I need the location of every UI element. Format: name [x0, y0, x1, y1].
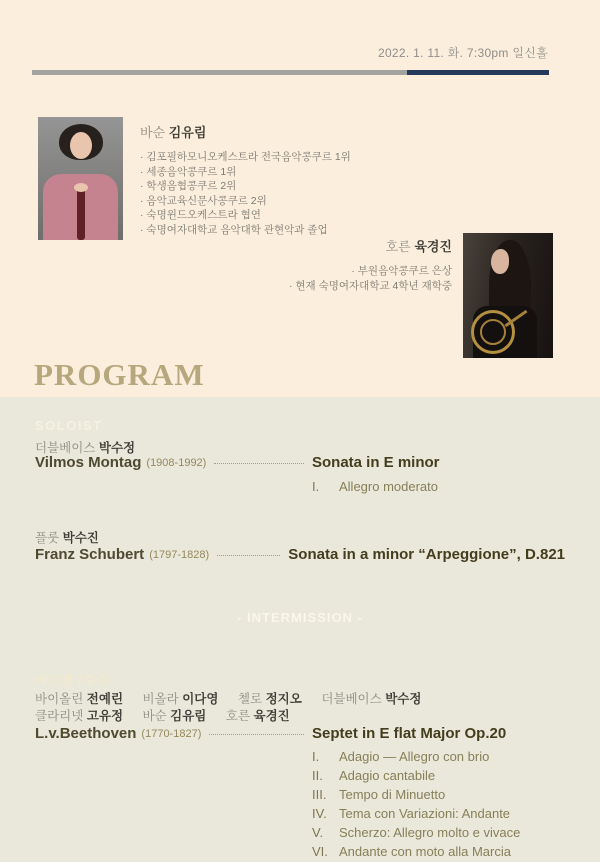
- item1-performer-name: 박수정: [98, 441, 136, 455]
- bassoonist-credits: [140, 150, 351, 237]
- photo-face-shape: [491, 249, 509, 274]
- dotted-leader: [217, 555, 280, 556]
- hornist-title: [289, 236, 452, 255]
- movement-title: Andante con moto alla Marcia: [339, 844, 511, 859]
- ensemble-movements: [312, 747, 520, 861]
- pair-role: 바순: [142, 709, 167, 723]
- header-divider: [32, 70, 549, 75]
- header-divider-gray-segment: [32, 70, 407, 75]
- item2-performer-name: 박수진: [62, 531, 99, 545]
- performer-pair: [143, 692, 219, 706]
- pair-role: 바이올린: [35, 692, 84, 706]
- program-heading: PROGRAM: [34, 357, 205, 392]
- movement-numeral: I.: [312, 479, 320, 494]
- performer-pair: [35, 709, 123, 723]
- pair-role: 첼로: [237, 692, 263, 706]
- item1-movements: [312, 477, 438, 496]
- movement-title: Tema con Variazioni: Andante: [339, 806, 511, 821]
- pair-name: 박수정: [385, 692, 422, 706]
- item1-composer: Vilmos Montag: [35, 454, 142, 471]
- bassoonist-photo: [38, 117, 123, 240]
- soloist-heading: SOLOIST: [35, 418, 103, 433]
- credit-item: · 숙명윈드오케스트라 협연: [140, 208, 351, 223]
- movement-title: Scherzo: Allegro molto e vivace: [339, 825, 521, 840]
- credit-item: · 학생음협콩쿠르 2위: [140, 179, 351, 194]
- pair-role: 비올라: [142, 692, 179, 706]
- intermission-label: - INTERMISSION -: [237, 610, 363, 625]
- hornist-photo: [463, 233, 553, 358]
- dotted-leader: [214, 463, 304, 464]
- performer-pair: [238, 692, 302, 706]
- item2-composer-block: [35, 546, 288, 563]
- performer-pair: [226, 709, 290, 723]
- item1-composer-years: (1908-1992): [146, 456, 207, 469]
- movement-line: [312, 477, 438, 496]
- credit-item: · 숙명여자대학교 음악대학 관현악과 졸업: [140, 223, 351, 238]
- item1-performer-role: 더블베이스: [35, 441, 96, 455]
- pair-role: 호른: [225, 709, 251, 723]
- movement-title: Tempo di Minuetto: [339, 787, 446, 802]
- pair-name: 고유정: [86, 709, 124, 723]
- movement-line: [312, 842, 520, 861]
- hornist-role: 호른: [385, 239, 411, 254]
- performer-pair: [321, 692, 421, 706]
- movement-title: Allegro moderato: [339, 479, 438, 494]
- pair-name: 이다영: [182, 692, 219, 706]
- item1-work-row: [35, 454, 565, 471]
- credit-item: · 세종음악콩쿠르 1위: [140, 165, 351, 180]
- item2-work-title: Sonata in a minor “Arpeggione”, D.821: [288, 546, 565, 563]
- dotted-leader: [209, 734, 304, 735]
- bassoonist-title: [140, 122, 351, 141]
- movement-numeral: V.: [312, 825, 324, 840]
- credit-item: · 음악교육신문사콩쿠르 2위: [140, 194, 351, 209]
- ensemble-work-row: [35, 725, 565, 742]
- movement-numeral: VI.: [312, 844, 328, 859]
- pair-role: 더블베이스: [321, 692, 382, 706]
- movement-numeral: I.: [312, 749, 320, 764]
- ensemble-composer: L.v.Beethoven: [35, 725, 137, 742]
- ensemble-composer-block: [35, 725, 312, 742]
- concert-date-venue: 2022. 1. 11. 화. 7:30pm 일신홀: [377, 46, 548, 60]
- movement-numeral: II.: [312, 768, 323, 783]
- movement-title: Adagio — Allegro con brio: [339, 749, 490, 764]
- movement-line: [312, 823, 520, 842]
- movement-line: [312, 766, 520, 785]
- photo-face-shape: [70, 132, 92, 159]
- item2-work-row: [35, 546, 565, 563]
- credit-item: · 현재 숙명여자대학교 4학년 재학중: [289, 279, 452, 294]
- item2-performer: [35, 528, 99, 546]
- performer-pair: [35, 692, 123, 706]
- pair-name: 정지오: [265, 692, 302, 706]
- ensemble-work-title: Septet in E flat Major Op.20: [312, 725, 507, 742]
- pair-name: 육경진: [253, 709, 290, 723]
- ensemble-performers-line2: [35, 706, 306, 724]
- header-divider-navy-segment: [407, 70, 549, 75]
- performer-pair: [143, 709, 207, 723]
- hornist-info: [289, 236, 452, 293]
- movement-line: [312, 785, 520, 804]
- bassoonist-name: 김유림: [168, 125, 207, 140]
- pair-name: 김유림: [170, 709, 207, 723]
- bassoonist-info: [140, 122, 351, 237]
- photo-french-horn-inner-coil: [480, 319, 506, 345]
- program-section: [0, 397, 600, 862]
- ensemble-heading: 베토벤 7중주: [35, 673, 109, 688]
- movement-numeral: IV.: [312, 806, 327, 821]
- movement-line: [312, 804, 520, 823]
- bassoonist-role: 바순: [140, 125, 166, 140]
- pair-role: 클라리넷: [35, 709, 84, 723]
- credit-item: · 부원음악콩쿠르 은상: [289, 264, 452, 279]
- item2-composer-years: (1797-1828): [149, 548, 210, 561]
- photo-bassoon-shape: [77, 184, 85, 240]
- item1-composer-block: [35, 454, 312, 471]
- ensemble-composer-years: (1770-1827): [141, 727, 202, 740]
- credit-item: · 김포필하모니오케스트라 전국음악콩쿠르 1위: [140, 150, 351, 165]
- hornist-name: 육경진: [414, 239, 452, 254]
- item1-work-title: Sonata in E minor: [312, 454, 440, 471]
- item2-composer: Franz Schubert: [35, 546, 145, 563]
- ensemble-performers-line1: [35, 689, 437, 707]
- movement-line: [312, 747, 520, 766]
- movement-numeral: III.: [312, 787, 327, 802]
- item2-performer-role: 플룻: [35, 531, 60, 545]
- pair-name: 전예린: [86, 692, 124, 706]
- hornist-credits: [289, 264, 452, 293]
- photo-hands-shape: [74, 183, 88, 192]
- movement-title: Adagio cantabile: [339, 768, 436, 783]
